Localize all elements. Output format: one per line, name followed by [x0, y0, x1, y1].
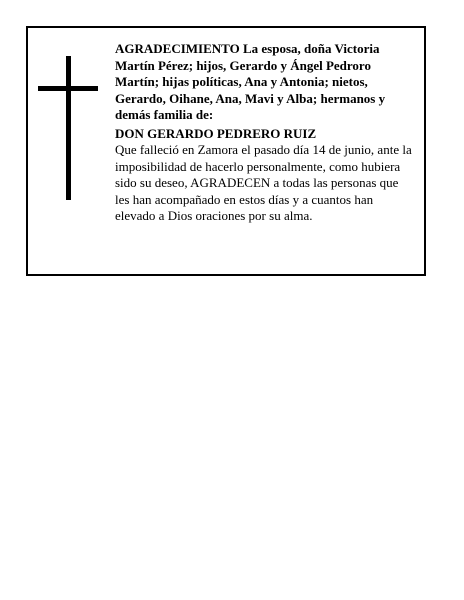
obituary-notice-box	[26, 26, 426, 276]
deceased-name: DON GERARDO PEDRERO RUIZ	[115, 125, 317, 141]
notice-text	[115, 41, 415, 225]
cross-vertical-bar	[66, 56, 71, 200]
notice-body: Que falleció en Zamora el pasado día 14 de junio, ante la imposibilidad de hacerlo personalmente, como hubiera sido su deseo, AGRADECEN a todas las personas que les han acompañado en estos días y a cuantos han elevado a Dios oraciones por su alma.	[115, 142, 412, 223]
cross-horizontal-bar	[38, 86, 98, 91]
notice-intro: AGRADECIMIENTO La esposa, doña Victoria Martín Pérez; hijos, Gerardo y Ángel Pedroro Martín; hijas políticas, Ana y Antonia; nietos, Gerardo, Oihane, Ana, Mavi y Alba; hermanos y demás familia de:	[115, 41, 386, 122]
latin-cross-icon	[38, 56, 98, 200]
